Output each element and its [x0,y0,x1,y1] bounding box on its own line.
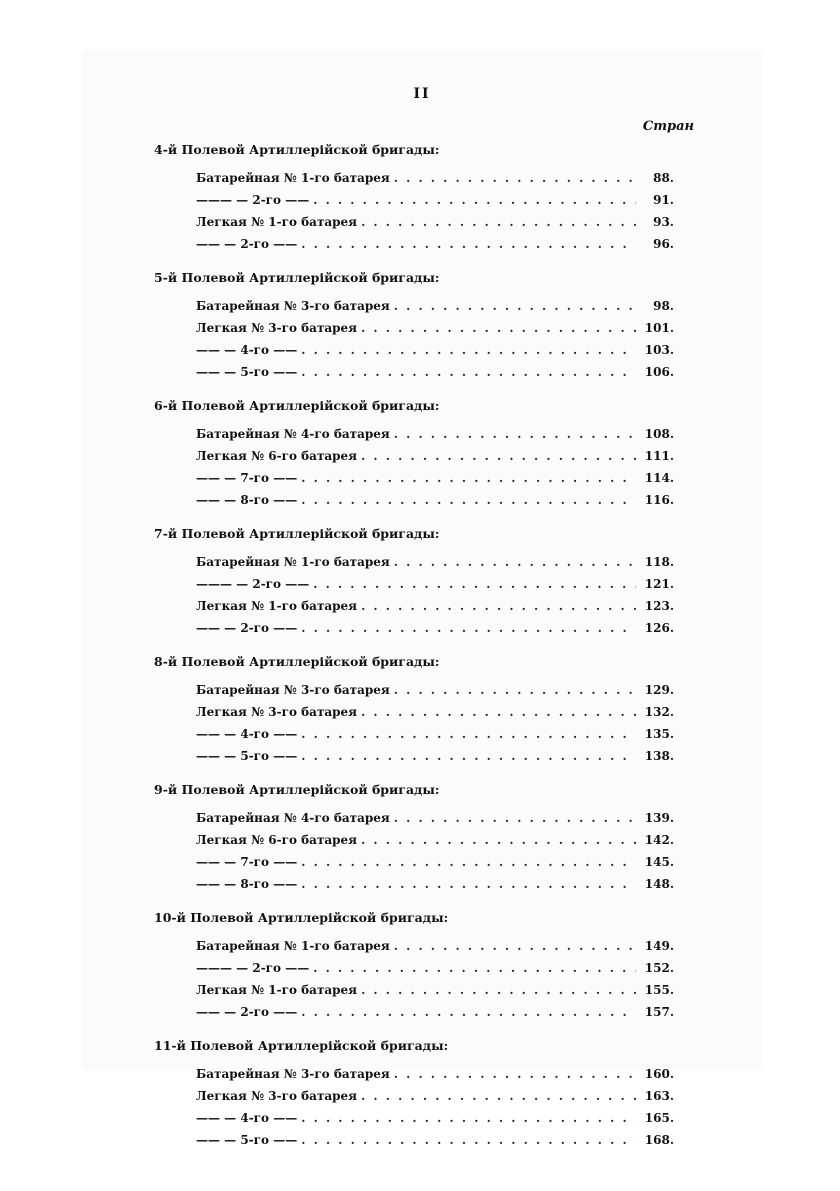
entry-label: Батарейная № 1-го батарея [196,939,390,953]
dot-leaders [301,1129,636,1151]
entry-page-number: 148. [644,877,674,891]
toc-entry [154,679,674,701]
entry-page-number: 160. [644,1067,674,1081]
table-of-contents [154,139,674,1163]
entry-page-number: 142. [644,833,674,847]
toc-entry [154,1085,674,1107]
toc-entry [154,467,674,489]
entry-page-number: 163. [644,1089,674,1103]
toc-entry [154,957,674,979]
entry-label: Легкая № 3-го батарея [196,321,358,335]
dot-leaders [394,167,636,189]
toc-entry [154,807,674,829]
toc-entry [154,935,674,957]
dot-leaders [394,1063,636,1085]
entry-label: —— — 4-го —— [196,1111,298,1125]
dot-leaders [301,851,636,873]
toc-entry [154,295,674,317]
dot-leaders [361,979,636,1001]
section-heading: 5-й Полевой Артиллерійской бригады: [154,270,440,285]
entry-label: —— — 5-го —— [196,749,298,763]
toc-entry [154,551,674,573]
entry-page-number: 106. [644,365,674,379]
entry-page-number: 101. [644,321,674,335]
toc-entry [154,339,674,361]
document-page [82,50,762,1147]
section-heading: 10-й Полевой Артиллерійской бригады: [154,910,449,925]
dot-leaders [394,551,636,573]
dot-leaders [301,489,636,511]
entry-label: Легкая № 1-го батарея [196,215,358,229]
entry-page-number: 138. [644,749,674,763]
entry-label: ——— — 2-го —— [196,577,310,591]
entry-label: Легкая № 3-го батарея [196,1089,358,1103]
dot-leaders [361,211,636,233]
section-heading: 6-й Полевой Артиллерійской бригады: [154,398,440,413]
dot-leaders [361,829,636,851]
toc-entry [154,829,674,851]
entry-label: Легкая № 3-го батарея [196,705,358,719]
entry-page-number: 152. [644,961,674,975]
toc-section [154,779,674,895]
entry-label: Батарейная № 3-го батарея [196,1067,390,1081]
dot-leaders [394,679,636,701]
entry-page-number: 116. [644,493,674,507]
toc-section [154,651,674,767]
toc-section [154,139,674,255]
toc-entry [154,573,674,595]
entry-label: Батарейная № 1-го батарея [196,171,390,185]
entry-page-number: 155. [644,983,674,997]
entry-label: Легкая № 6-го батарея [196,833,358,847]
entry-page-number: 168. [644,1133,674,1147]
page-column-header: Стран [642,119,694,134]
toc-entry [154,189,674,211]
entry-label: —— — 5-го —— [196,365,298,379]
entry-label: ——— — 2-го —— [196,961,310,975]
dot-leaders [361,445,636,467]
dot-leaders [301,1001,636,1023]
dot-leaders [361,701,636,723]
entry-label: —— — 2-го —— [196,621,298,635]
dot-leaders [301,617,636,639]
entry-label: Батарейная № 3-го батарея [196,299,390,313]
toc-section [154,1035,674,1151]
entry-label: Легкая № 6-го батарея [196,449,358,463]
toc-entry [154,1129,674,1151]
entry-label: Батарейная № 4-го батарея [196,427,390,441]
entry-page-number: 111. [644,449,674,463]
toc-entry [154,489,674,511]
entry-label: —— — 8-го —— [196,877,298,891]
entry-page-number: 121. [644,577,674,591]
toc-section [154,907,674,1023]
entry-page-number: 157. [644,1005,674,1019]
entry-page-number: 129. [644,683,674,697]
toc-entry [154,595,674,617]
toc-entry [154,701,674,723]
dot-leaders [313,189,636,211]
dot-leaders [361,595,636,617]
entry-page-number: 96. [653,237,674,251]
toc-entry [154,361,674,383]
entry-page-number: 123. [644,599,674,613]
entry-page-number: 149. [644,939,674,953]
dot-leaders [361,317,636,339]
toc-entry [154,723,674,745]
entry-label: Батарейная № 4-го батарея [196,811,390,825]
entry-page-number: 114. [644,471,674,485]
entry-page-number: 91. [653,193,674,207]
entry-label: —— — 4-го —— [196,727,298,741]
toc-entry [154,1107,674,1129]
dot-leaders [313,957,636,979]
toc-entry [154,423,674,445]
toc-entry [154,211,674,233]
page-number: II [413,86,431,102]
dot-leaders [301,339,636,361]
dot-leaders [301,233,636,255]
entry-label: —— — 4-го —— [196,343,298,357]
section-heading: 8-й Полевой Артиллерійской бригады: [154,654,440,669]
entry-label: —— — 7-го —— [196,855,298,869]
toc-entry [154,317,674,339]
entry-label: Легкая № 1-го батарея [196,599,358,613]
toc-entry [154,979,674,1001]
entry-page-number: 93. [653,215,674,229]
toc-entry [154,745,674,767]
toc-entry [154,1001,674,1023]
entry-label: ——— — 2-го —— [196,193,310,207]
section-heading: 9-й Полевой Артиллерійской бригады: [154,782,440,797]
toc-section [154,523,674,639]
entry-label: Батарейная № 3-го батарея [196,683,390,697]
entry-page-number: 98. [653,299,674,313]
entry-page-number: 108. [644,427,674,441]
section-heading: 11-й Полевой Артиллерійской бригады: [154,1038,449,1053]
entry-label: —— — 7-го —— [196,471,298,485]
dot-leaders [361,1085,636,1107]
dot-leaders [301,467,636,489]
toc-entry [154,167,674,189]
entry-label: —— — 5-го —— [196,1133,298,1147]
entry-page-number: 135. [644,727,674,741]
toc-entry [154,873,674,895]
dot-leaders [394,935,636,957]
dot-leaders [301,361,636,383]
entry-label: Батарейная № 1-го батарея [196,555,390,569]
entry-page-number: 145. [644,855,674,869]
dot-leaders [301,1107,636,1129]
section-heading: 7-й Полевой Артиллерійской бригады: [154,526,440,541]
toc-section [154,395,674,511]
entry-label: Легкая № 1-го батарея [196,983,358,997]
entry-label: —— — 2-го —— [196,237,298,251]
toc-entry [154,1063,674,1085]
dot-leaders [301,745,636,767]
dot-leaders [313,573,636,595]
toc-section [154,267,674,383]
dot-leaders [301,873,636,895]
toc-entry [154,617,674,639]
toc-entry [154,233,674,255]
toc-entry [154,851,674,873]
entry-page-number: 139. [644,811,674,825]
entry-page-number: 118. [644,555,674,569]
dot-leaders [394,295,636,317]
toc-entry [154,445,674,467]
entry-label: —— — 2-го —— [196,1005,298,1019]
entry-page-number: 132. [644,705,674,719]
dot-leaders [394,423,636,445]
dot-leaders [301,723,636,745]
entry-page-number: 103. [644,343,674,357]
dot-leaders [394,807,636,829]
entry-label: —— — 8-го —— [196,493,298,507]
section-heading: 4-й Полевой Артиллерійской бригады: [154,142,440,157]
entry-page-number: 88. [653,171,674,185]
entry-page-number: 165. [644,1111,674,1125]
entry-page-number: 126. [644,621,674,635]
